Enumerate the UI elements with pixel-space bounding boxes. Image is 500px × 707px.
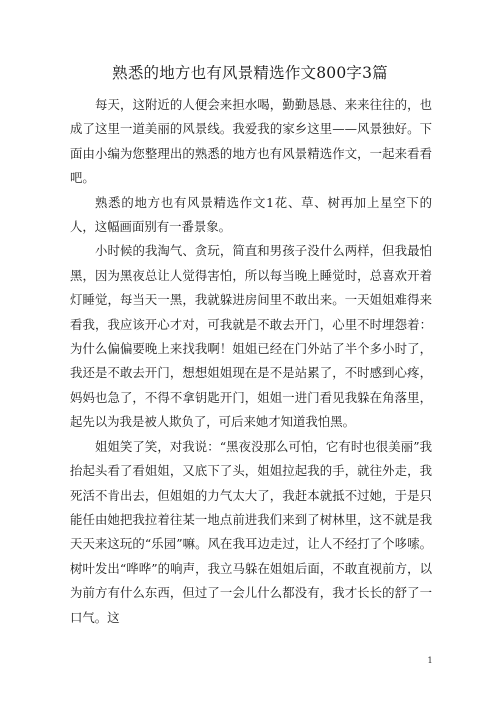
document-body	[70, 93, 432, 630]
paragraph-sister: 姐姐笑了笑，对我说：“黑夜没那么可怕，它有时也很美丽”我抬起头看了看姐姐，又底下了头，姐姐拉起我的手，就往外走，我死活不肯出去，但姐姐的力气太大了，我赶本就抵不过她，于是只能任由她把我拉着往某一地点前进我们来到了树林里，这不就是我天天来这玩的“乐园”嘛。风在我耳边走过，让人不经打了个哆嗦。树叶发出“哗哗”的响声，我立马躲在姐姐后面，不敢直视前方，以为前方有什么东西，但过了一会儿什么都没有，我才长长的舒了一口气。这	[70, 438, 432, 625]
paragraph-essay-1-opening: 熟悉的地方也有风景精选作文1花、草、树再加上星空下的人，这幅画面别有一番景象。	[70, 194, 432, 235]
document-title: 熟悉的地方也有风景精选作文800字3篇	[112, 64, 388, 82]
paragraph-childhood: 小时候的我淘气、贪玩，简直和男孩子没什么两样，但我最怕黑，因为黑夜总让人觉得害怕，所以每当晚上睡觉时，总喜欢开着灯睡觉，每当天一黑，我就躲进房间里不敢出来。一天姐姐难得来看我，我应该开心才对，可我就是不敢去开门，心里不时埋怨着：为什么偏偏要晚上来找我啊！姐姐已经在门外站了半个多小时了，我还是不敢去开门，想想姐姐现在是不是站累了，不时感到心疼，妈妈也急了，不得不拿钥匙开门，姐姐一进门看见我躲在角落里，起先以为我是被人欺负了，可后来她才知道我怕黑。	[70, 243, 432, 430]
paragraph-intro: 每天，这附近的人便会来担水喝，勤勤恳恳、来来往往的，也成了这里一道美丽的风景线。我爱我的家乡这里——风景独好。下面由小编为您整理出的熟悉的地方也有风景精选作文，一起来看看吧。	[70, 97, 432, 186]
page-number: 1	[427, 656, 433, 665]
